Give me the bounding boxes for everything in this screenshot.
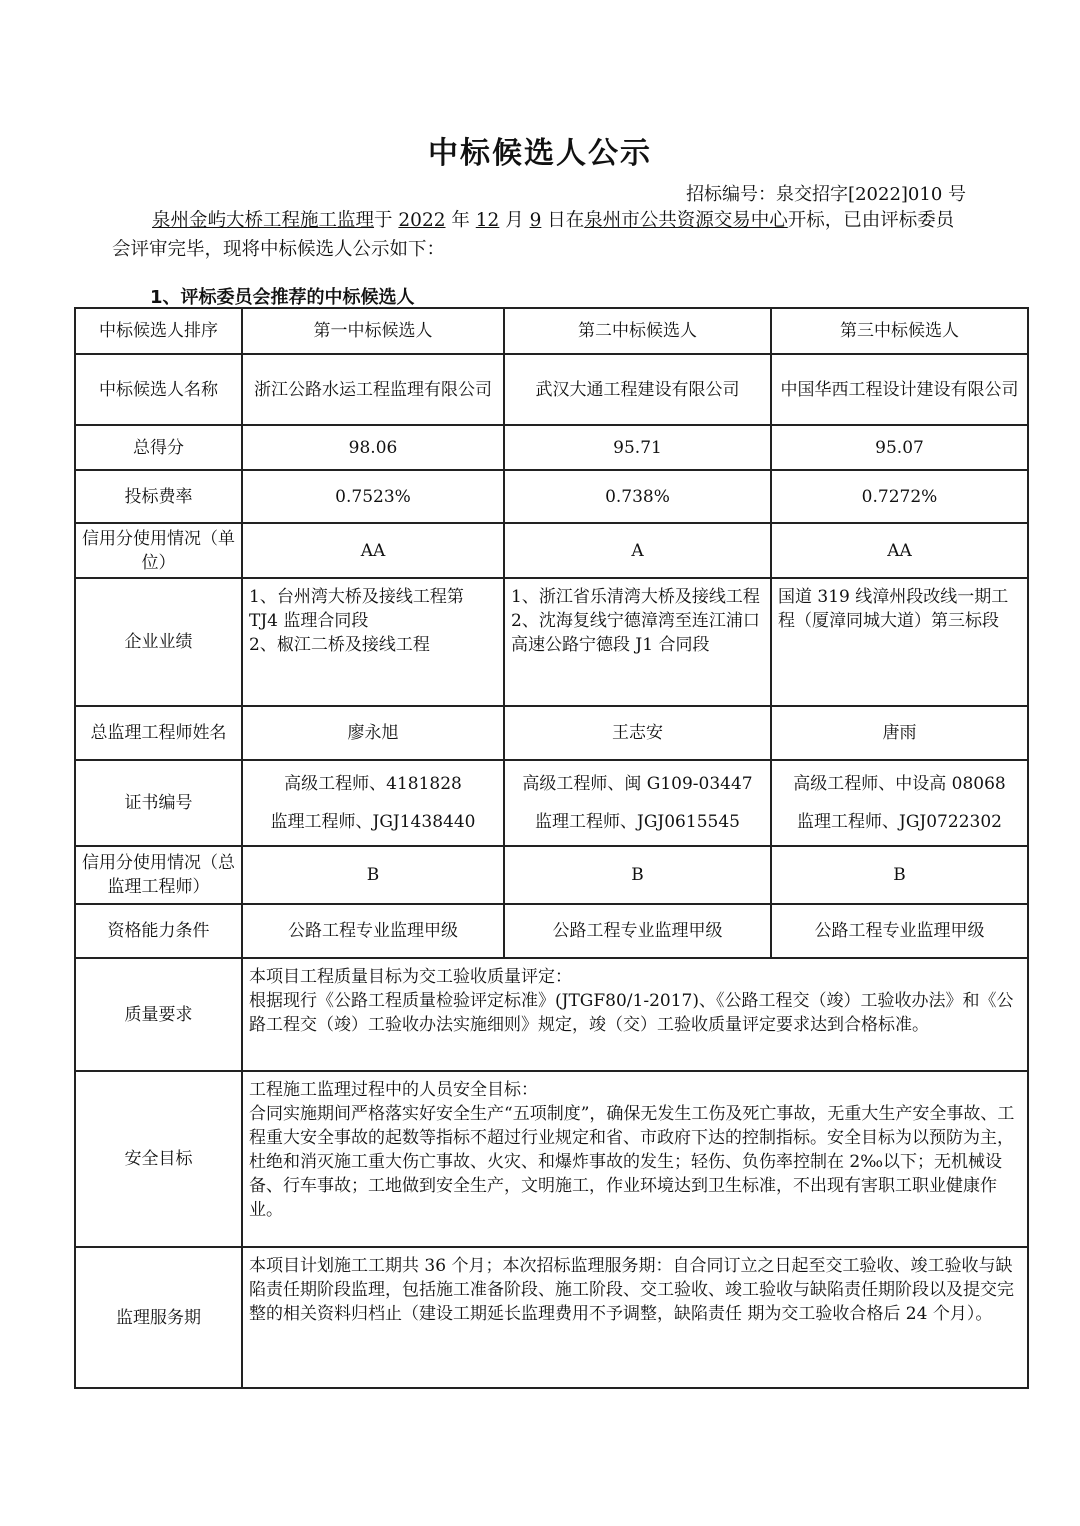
- header-cell: 第一中标候选人: [242, 308, 504, 354]
- row-label: 企业业绩: [75, 578, 242, 706]
- table-cell: 工程施工监理过程中的人员安全目标： 合同实施期间严格落实好安全生产“五项制度”，确保无发生工伤及死亡事故，无重大生产安全事故、工程重大安全事故的起数等指标不超过行业规定和省、市政府下达的控制指标。安全目标为以预防为主，杜绝和消灭施工重大伤亡事故、火灾、和爆炸事故的发生；轻伤、负伤率控制在 2‰以下；无机械设备、行车事故；工地做到安全生产，文明施工，作业环境达到卫生标准，不出现有害职工职业健康作业。: [242, 1071, 1028, 1247]
- table-cell: 1、浙江省乐清湾大桥及接线工程 2、沈海复线宁德漳湾至连江浦口高速公路宁德段 J1 合同段: [504, 578, 771, 706]
- table-cell: AA: [242, 523, 504, 578]
- table-cell: B: [242, 846, 504, 904]
- candidate-table: [74, 307, 1029, 1389]
- table-cell: 廖永旭: [242, 706, 504, 760]
- table-cell: B: [504, 846, 771, 904]
- table-cell: 1、台州湾大桥及接线工程第 TJ4 监理合同段 2、椒江二桥及接线工程: [242, 578, 504, 706]
- table-row: [75, 1247, 1028, 1388]
- table-row: [75, 354, 1028, 425]
- table-cell: A: [504, 523, 771, 578]
- project-name: 泉州金屿大桥工程施工监理: [152, 210, 375, 231]
- table-cell: 本项目计划施工工期共 36 个月；本次招标监理服务期：自合同订立之日起至交工验收、竣工验收与缺陷责任期阶段监理，包括施工准备阶段、施工阶段、交工验收、竣工验收与缺陷责任期阶段以及提交完整的相关资料归档止（建设工期延长监理费用不予调整，缺陷责任 期为交工验收合格后 24 个月）。: [242, 1247, 1028, 1388]
- table-row: [75, 904, 1028, 958]
- row-label: 信用分使用情况（单位）: [75, 523, 242, 578]
- table-row: [75, 958, 1028, 1071]
- table-cell: 浙江公路水运工程监理有限公司: [242, 354, 504, 425]
- table-cell: 98.06: [242, 425, 504, 470]
- table-cell: 0.738%: [504, 470, 771, 523]
- table-cell: B: [771, 846, 1028, 904]
- table-cell: 0.7272%: [771, 470, 1028, 523]
- row-label: 中标候选人排序: [75, 308, 242, 354]
- row-label: 总监理工程师姓名: [75, 706, 242, 760]
- row-label: 投标费率: [75, 470, 242, 523]
- table-cell: 中国华西工程设计建设有限公司: [771, 354, 1028, 425]
- table-row: [75, 846, 1028, 904]
- table-cell: 王志安: [504, 706, 771, 760]
- table-row: [75, 578, 1028, 706]
- table-cell: 国道 319 线漳州段改线一期工程（厦漳同城大道）第三标段: [771, 578, 1028, 706]
- table-row: [75, 425, 1028, 470]
- table-cell: 公路工程专业监理甲级: [504, 904, 771, 958]
- row-label: 资格能力条件: [75, 904, 242, 958]
- table-cell: 公路工程专业监理甲级: [242, 904, 504, 958]
- table-row: [75, 1071, 1028, 1247]
- tender-number: 招标编号：泉交招字[2022]010 号: [686, 184, 966, 205]
- table-cell: 武汉大通工程建设有限公司: [504, 354, 771, 425]
- table-row: [75, 760, 1028, 846]
- table-cell: AA: [771, 523, 1028, 578]
- table-cell: 高级工程师、4181828 监理工程师、JGJ1438440: [242, 760, 504, 846]
- section-heading: 1、评标委员会推荐的中标候选人: [150, 287, 415, 308]
- intro-paragraph: 泉州金屿大桥工程施工监理于 2022 年 12 月 9 日在泉州市公共资源交易中心开标，已由评标委员会评审完毕，现将中标候选人公示如下：: [112, 210, 955, 260]
- open-day: 9: [529, 210, 542, 231]
- table-cell: 高级工程师、中设高 08068 监理工程师、JGJ0722302: [771, 760, 1028, 846]
- row-label: 信用分使用情况（总监理工程师）: [75, 846, 242, 904]
- row-label: 证书编号: [75, 760, 242, 846]
- table-row: [75, 706, 1028, 760]
- table-cell: 公路工程专业监理甲级: [771, 904, 1028, 958]
- row-label: 总得分: [75, 425, 242, 470]
- page-title: 中标候选人公示: [428, 136, 652, 171]
- row-label: 中标候选人名称: [75, 354, 242, 425]
- table-cell: 95.07: [771, 425, 1028, 470]
- table-cell: 本项目工程质量目标为交工验收质量评定： 根据现行《公路工程质量检验评定标准》(JTGF80/1-2017)、《公路工程交（竣）工验收办法》和《公路工程交（竣）工验收办法实施细则》规定，竣（交）工验收质量评定要求达到合格标准。: [242, 958, 1028, 1071]
- table-row: [75, 308, 1028, 354]
- table-cell: 0.7523%: [242, 470, 504, 523]
- venue-name: 泉州市公共资源交易中心: [584, 210, 788, 231]
- open-year: 2022: [398, 210, 446, 231]
- table-row: [75, 470, 1028, 523]
- table-cell: 高级工程师、闽 G109-03447 监理工程师、JGJ0615545: [504, 760, 771, 846]
- row-label: 监理服务期: [75, 1247, 242, 1388]
- table-row: [75, 523, 1028, 578]
- open-month: 12: [475, 210, 500, 231]
- table-cell: 95.71: [504, 425, 771, 470]
- header-cell: 第三中标候选人: [771, 308, 1028, 354]
- row-label: 安全目标: [75, 1071, 242, 1247]
- header-cell: 第二中标候选人: [504, 308, 771, 354]
- table-cell: 唐雨: [771, 706, 1028, 760]
- row-label: 质量要求: [75, 958, 242, 1071]
